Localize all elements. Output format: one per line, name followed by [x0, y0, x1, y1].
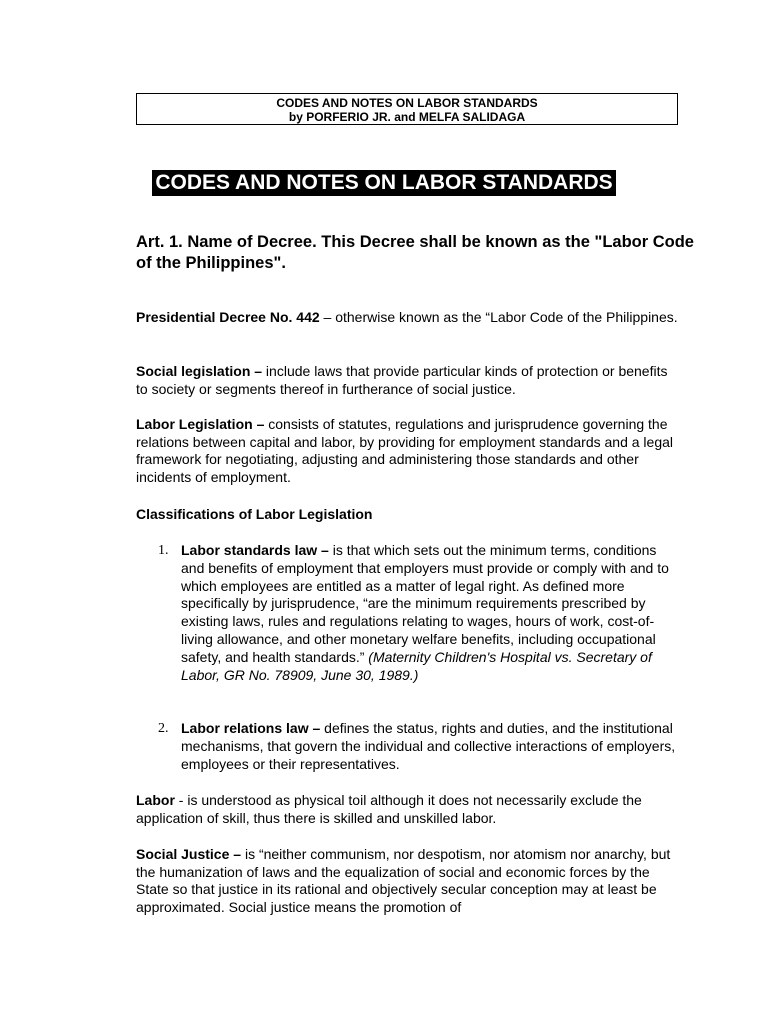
labor-text: - is understood as physical toil although it does not necessarily exclude the application of skill, thus there is skilled and unskilled labor.	[136, 792, 642, 826]
labor-paragraph	[136, 792, 681, 827]
labor-legislation-paragraph	[136, 416, 681, 487]
social-legislation-term: Social legislation –	[136, 363, 263, 379]
labor-legislation-term: Labor Legislation –	[136, 416, 265, 432]
document-header-box	[136, 93, 678, 125]
list-item-number: 2.	[158, 721, 169, 736]
classifications-heading	[136, 506, 681, 524]
title-banner	[0, 170, 768, 196]
classifications-heading-text: Classifications of Labor Legislation	[136, 506, 373, 522]
social-justice-text: is “neither communism, nor despotism, nor atomism nor anarchy, but the humanization of laws and the equalization of social and economic forces by the State so that justice in its rational and objectively secular conception may at least be approximated. Social justice means the promotion of	[136, 846, 671, 916]
social-justice-paragraph	[136, 846, 681, 917]
list-item	[136, 720, 681, 773]
social-legislation-text: include laws that provide particular kinds of protection or benefits to society or segments thereof in furtherance of social justice.	[136, 363, 668, 397]
labor-term: Labor	[136, 792, 175, 808]
banner-title: CODES AND NOTES ON LABOR STANDARDS	[152, 170, 615, 196]
pd442-paragraph	[136, 309, 681, 327]
social-justice-term: Social Justice –	[136, 846, 242, 862]
labor-legislation-text: consists of statutes, regulations and jurisprudence governing the relations between capital and labor, by providing for employment standards and a legal framework for negotiating, adjusting and administering those standards and other incidents of employment.	[136, 416, 673, 486]
header-authors: by PORFERIO JR. and MELFA SALIDAGA	[288, 110, 526, 124]
list-item-text: is that which sets out the minimum terms, conditions and benefits of employment that employers must provide or comply with and to which employees are entitled as a matter of legal right. As defined more specifically by jurisprudence, “are the minimum requirements prescribed by existing laws, rules and regulations relating to wages, hours of work, cost-of-living allowance, and other monetary welfare benefits, including occupational safety, and health standards.”	[181, 542, 669, 665]
list-item	[136, 542, 681, 684]
pd442-text: – otherwise known as the “Labor Code of the Philippines.	[319, 309, 678, 325]
list-item-term: Labor relations law –	[181, 720, 321, 736]
list-item-number: 1.	[158, 543, 169, 558]
list-item-term: Labor standards law –	[181, 542, 329, 558]
list-item-text: defines the status, rights and duties, and the institutional mechanisms, that govern the individual and collective interactions of employers, employees or their representatives.	[181, 720, 676, 772]
social-legislation-paragraph	[136, 363, 681, 398]
header-title: CODES AND NOTES ON LABOR STANDARDS	[276, 96, 538, 110]
article-heading: Art. 1. Name of Decree. This Decree shall be known as the "Labor Code of the Philippines".	[136, 233, 694, 272]
list-item-citation: (Maternity Children's Hospital vs. Secretary of Labor, GR No. 78909, June 30, 1989.)	[181, 648, 652, 683]
pd442-term: Presidential Decree No. 442	[136, 309, 320, 325]
